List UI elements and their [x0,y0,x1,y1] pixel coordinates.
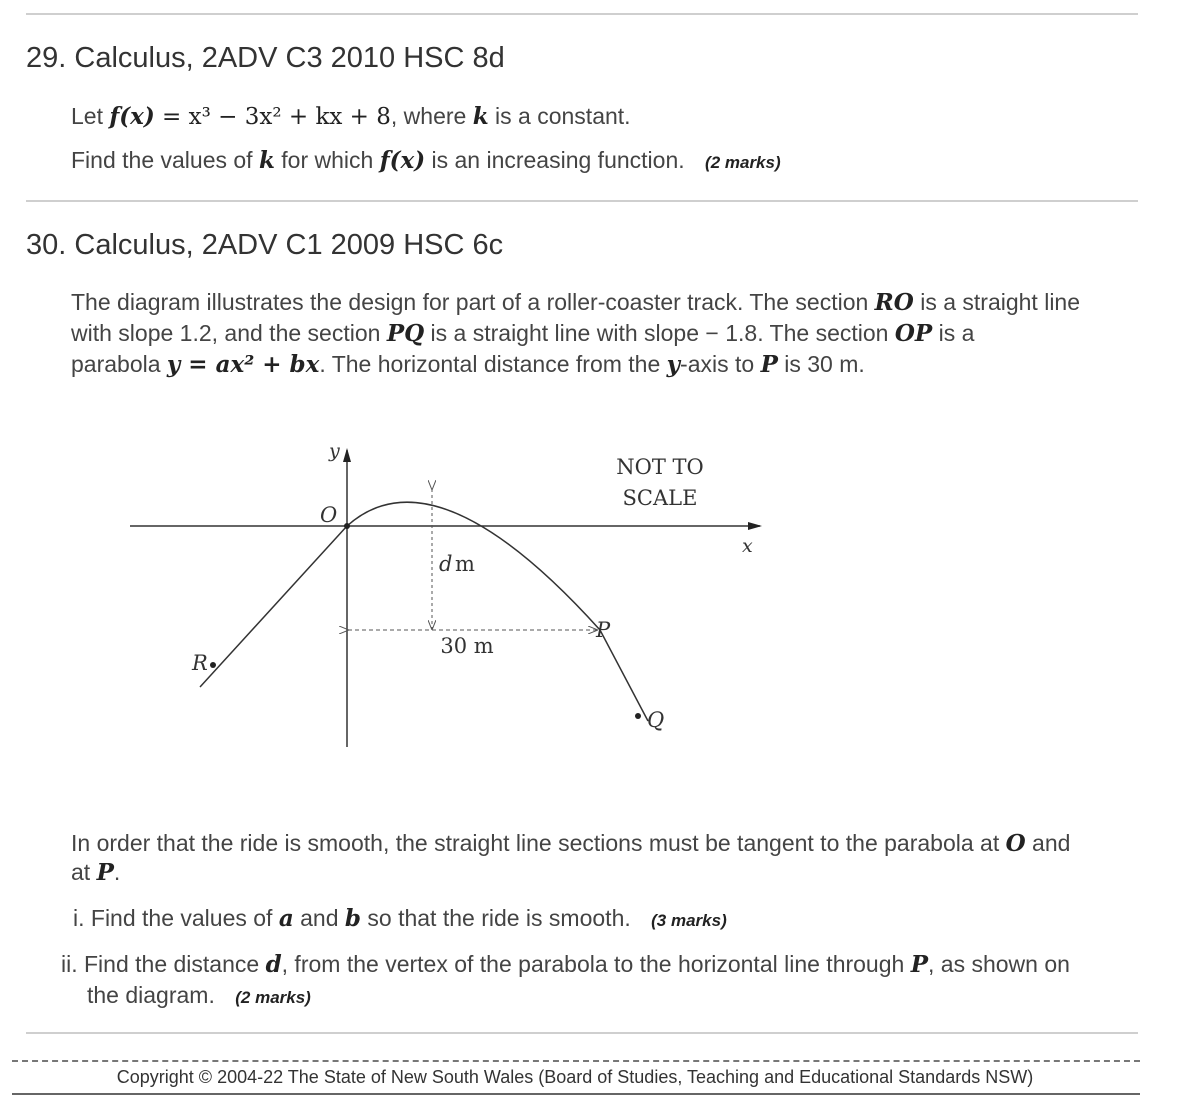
q30-text: is a straight line with slope − 1.8. The section [430,320,889,346]
o-label: O [320,503,338,527]
q29-for-which: for which [281,147,374,173]
q30-part-ii [61,951,1070,978]
q30-text: at [71,859,91,885]
q30-text: with slope 1.2, and the section [71,320,381,346]
track-ro [200,526,347,687]
point-q [635,713,641,719]
q30-pq: PQ [386,320,425,347]
q30-text: -axis to [680,351,755,377]
q29-constant: is a constant. [495,103,631,129]
footer-rule [12,1093,1140,1095]
point-r [210,662,216,668]
q30-y: y [666,351,681,378]
q30-text: . [113,859,121,885]
q29-line-2 [71,147,781,174]
dashed-divider [12,1060,1140,1062]
q30-part-i [73,905,727,932]
q30-text: is a straight line [920,289,1081,315]
q30-d: d [265,951,282,978]
q29-line-1 [71,103,631,130]
q30-text: In order that the ride is smooth, the straight line sections must be tangent to the parabola at [71,830,1000,856]
q30-para-line-3 [71,351,865,378]
not-to-label: NOT TO [616,455,704,479]
divider-top [26,13,1138,15]
q30-text: the diagram. [87,982,215,1008]
q30-parabola-eq: y = ax² + bx [166,351,320,378]
q30-para-line-2 [71,320,974,347]
q30-smooth-line-1 [71,830,1070,857]
q30-text: is 30 m. [784,351,865,377]
d-unit-label: m [455,552,475,576]
q-label: Q [647,708,665,732]
q29-find: Find the values of [71,147,253,173]
q30-part-ii-line-2 [87,982,311,1009]
x-axis-label: x [742,535,753,557]
q30-text: The diagram illustrates the design for part of a roller-coaster track. The section [71,289,869,315]
divider-mid [26,200,1138,202]
q30-text: , from the vertex of the parabola to the horizontal line through [281,951,905,977]
q29-equation: = x³ − 3x² + kx + 8 [154,104,391,130]
q30-i-marks: (3 marks) [651,911,727,930]
roller-coaster-diagram [120,425,780,775]
q30-text: and [300,905,339,931]
q30-p3: P [910,951,928,978]
q30-text: . The horizontal distance from the [319,351,661,377]
q30-o: O [1005,830,1026,857]
q30-a: a [278,905,294,932]
q29-increasing: is an increasing function. [431,147,685,173]
q30-ii-marks: (2 marks) [235,988,311,1007]
q29-f: f(x) [379,147,426,174]
q30-text: is a [938,320,975,346]
question-29-title: 29. Calculus, 2ADV C3 2010 HSC 8d [26,42,505,74]
divider-bottom [26,1032,1138,1034]
q30-text: i. Find the values of [73,905,273,931]
q29-k: k [472,103,489,130]
scale-label: SCALE [622,486,698,510]
q29-k2: k [258,147,275,174]
q30-text: so that the ride is smooth. [367,905,631,931]
copyright-notice: Copyright © 2004-22 The State of New South Wales (Board of Studies, Teaching and Educational Standards NSW) [116,1067,1034,1087]
question-30-title: 30. Calculus, 2ADV C1 2009 HSC 6c [26,229,504,261]
q29-marks: (2 marks) [705,153,781,172]
p-label: P [596,618,611,642]
track-pq [600,630,648,721]
r-label: R [192,651,208,675]
q29-where: , where [390,103,467,129]
q30-text: ii. Find the distance [61,951,260,977]
q30-text: , as shown on [928,951,1070,977]
q29-let: Let [71,103,103,129]
y-axis-label: y [329,440,340,462]
q30-b: b [344,905,361,932]
q30-text: parabola [71,351,161,377]
q29-func: f(x) [109,103,155,130]
q30-ro: RO [874,289,914,316]
distance-label: 30 m [440,634,494,658]
point-o [344,523,350,529]
q30-text: and [1032,830,1071,856]
q30-p: P [760,351,778,378]
q30-para-line-1 [71,289,1080,316]
d-label: d [439,552,453,576]
q30-op: OP [894,320,933,347]
q30-smooth-line-2 [71,859,120,886]
q30-p2: P [96,859,114,886]
